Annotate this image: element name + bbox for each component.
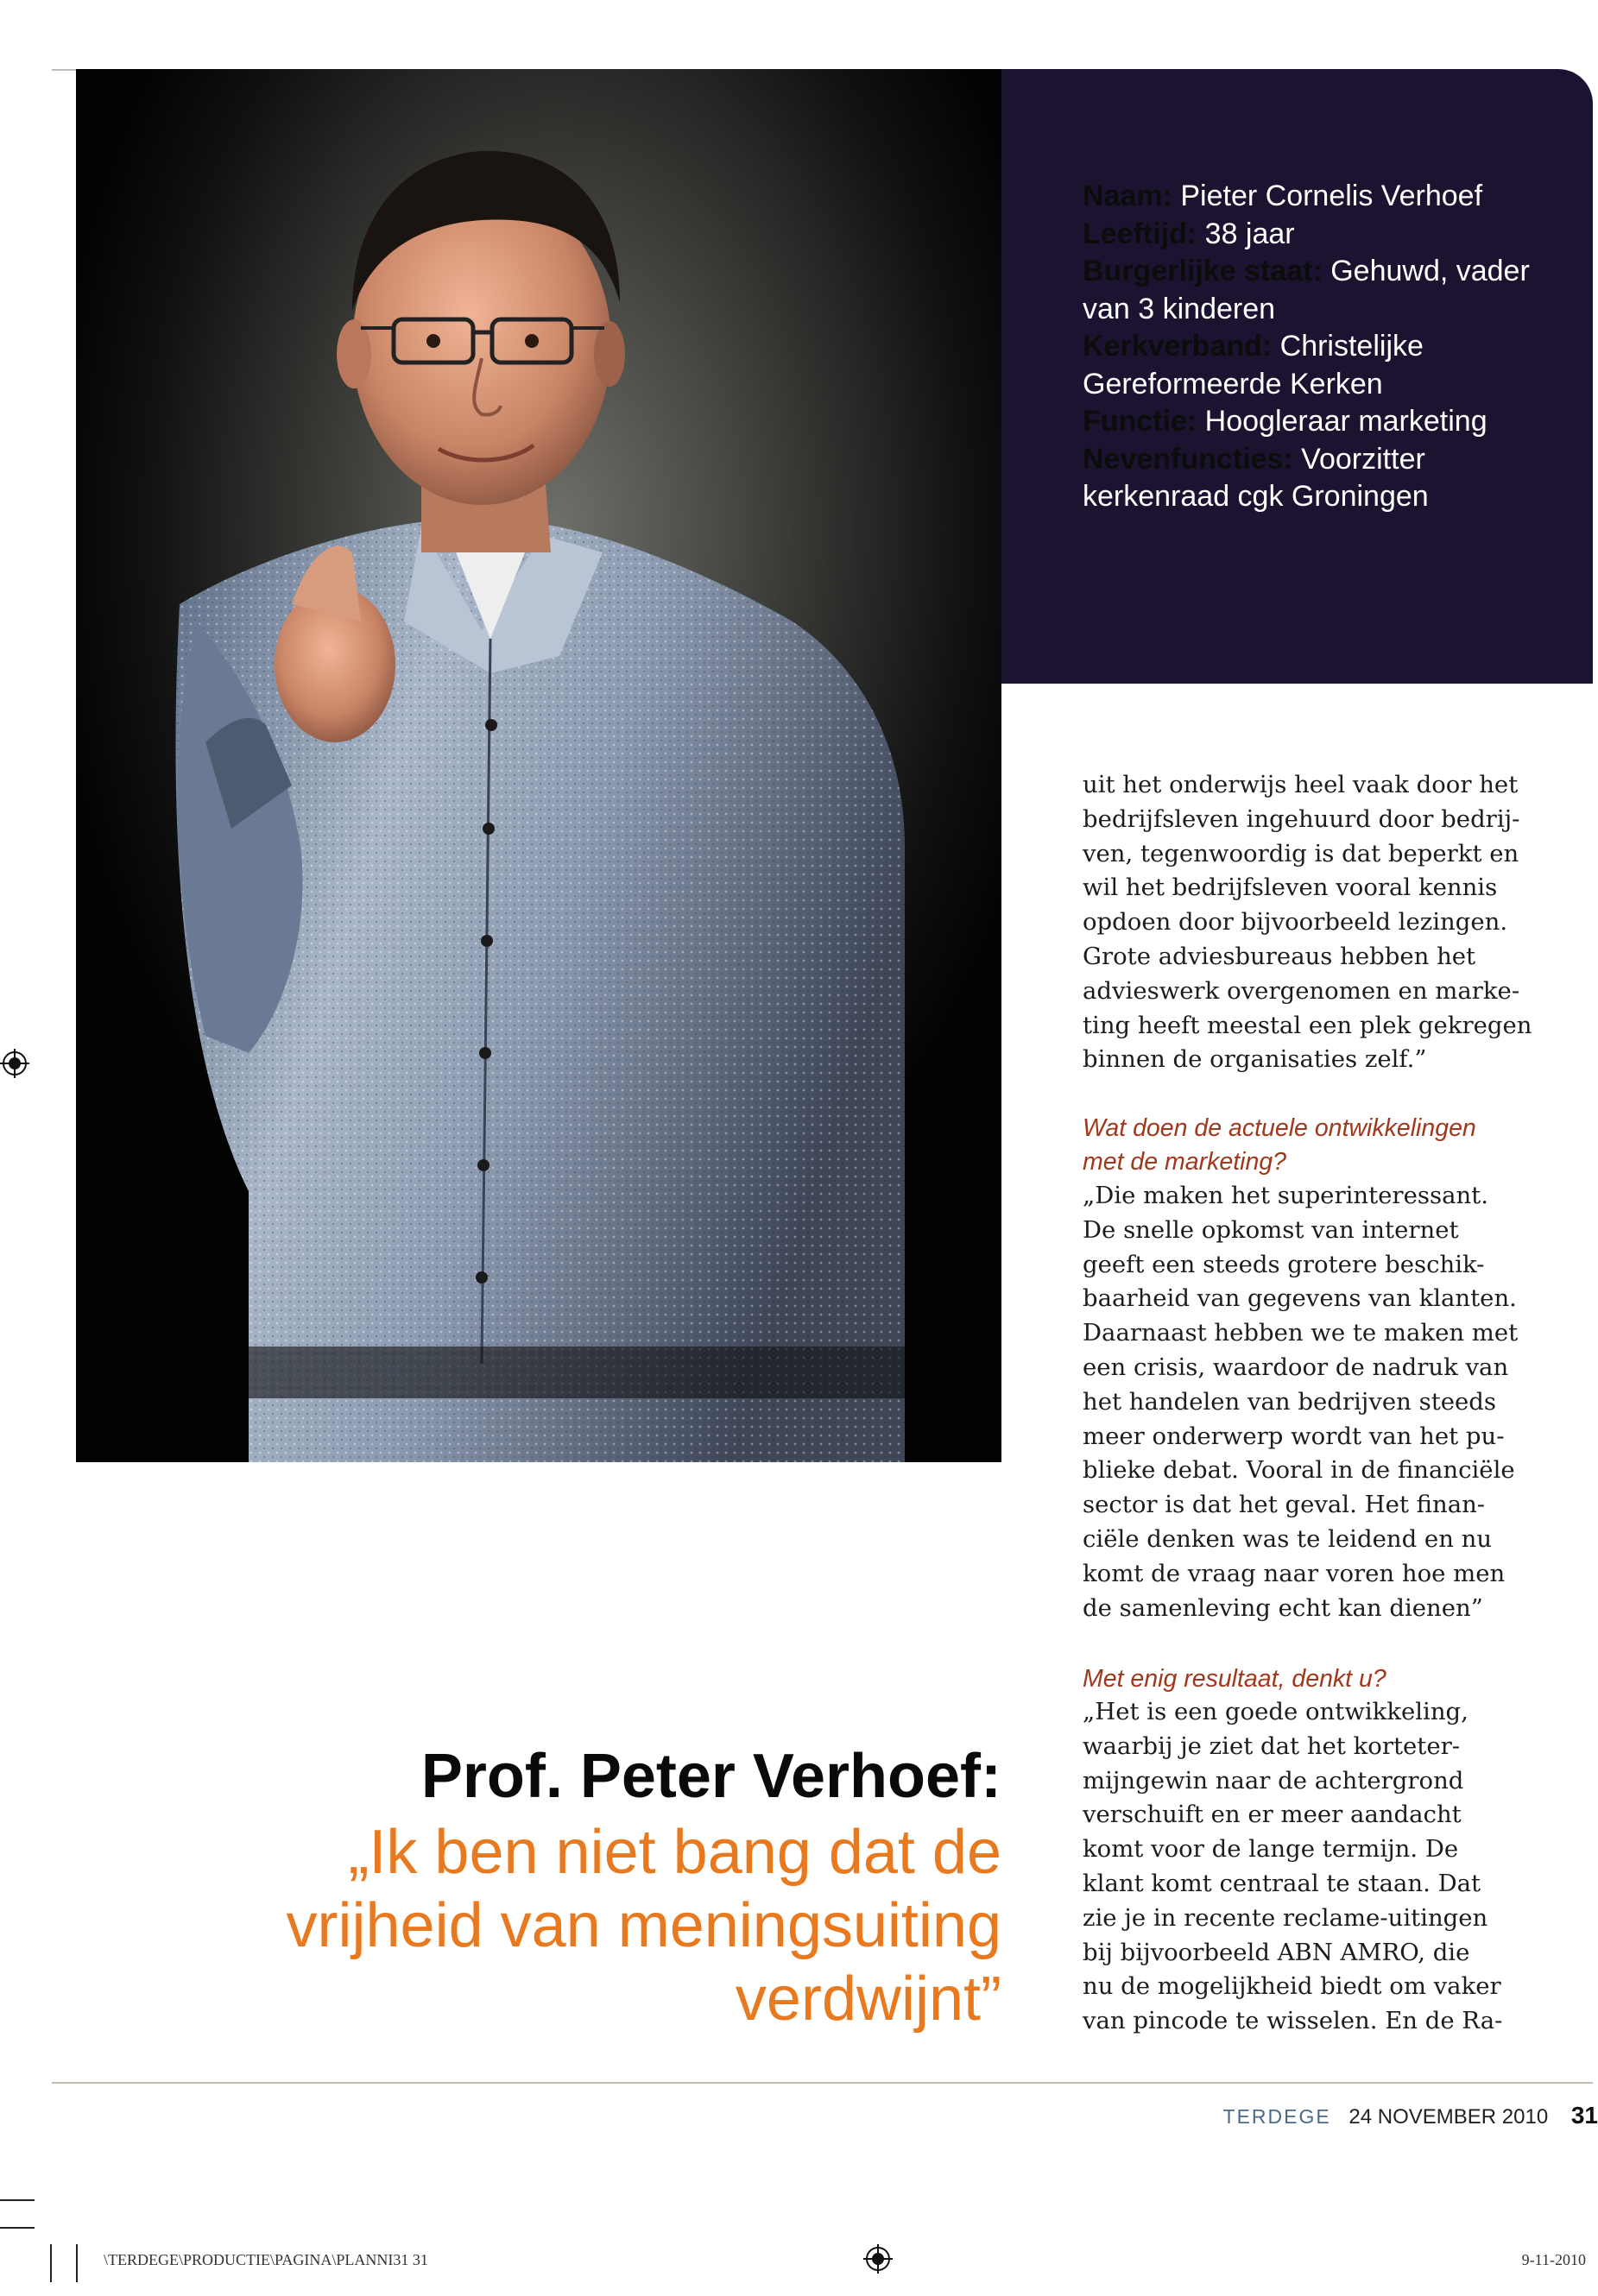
info-label-function: Functie: [1083, 405, 1197, 438]
text-line: komt voor de lange termijn. De [1083, 1835, 1459, 1864]
magazine-brand: TERDEGE [1222, 2105, 1331, 2128]
interview-question-2 [1083, 1662, 1549, 1696]
info-label-civil-status: Burgerlijke staat: [1083, 255, 1323, 287]
text-line: bedrijfsleven ingehuurd door bedrij- [1083, 804, 1520, 833]
slug-date: 9-11-2010 [1521, 2251, 1586, 2268]
interview-question-1 [1083, 1112, 1549, 1179]
portrait-photo [76, 69, 1001, 1462]
info-value-function: Hoogleraar marketing [1197, 405, 1487, 438]
page-footer [1222, 2102, 1598, 2130]
slug-path: \TERDEGE\PRODUCTIE\PAGINA\PLANNI31 31 [104, 2251, 428, 2268]
info-value-age: 38 jaar [1197, 217, 1295, 250]
registration-mark-icon [863, 2244, 893, 2274]
text-line: verschuift en er meer aandacht [1083, 1801, 1462, 1829]
bottom-rule [52, 2082, 1593, 2084]
question-line: Wat doen de actuele ontwikkelingen [1083, 1114, 1476, 1142]
text-line: De snelle opkomst van internet [1083, 1215, 1459, 1244]
profile-info-text [1083, 178, 1575, 516]
quote-line: „Ik ben niet bang dat de [348, 1818, 1001, 1887]
issue-date: 24 NOVEMBER 2010 [1349, 2105, 1549, 2129]
text-line: meer onderwerp wordt van het pu- [1083, 1422, 1505, 1450]
registration-mark-icon [0, 1049, 29, 1078]
text-line: Daarnaast hebben we te maken met [1083, 1319, 1519, 1347]
text-line: sector is dat het geval. Het finan- [1083, 1491, 1486, 1519]
text-line: een crisis, waardoor de nadruk van [1083, 1353, 1509, 1381]
info-label-name: Naam: [1083, 180, 1172, 212]
info-value-name: Pieter Cornelis Verhoef [1172, 180, 1483, 212]
article-paragraph-1 [1083, 768, 1532, 1077]
info-value-civil-status: Gehuwd, vader van 3 kinderen [1083, 255, 1530, 325]
article-headline: Prof. Peter Verhoef: [420, 1742, 1001, 1811]
page-number: 31 [1570, 2102, 1598, 2129]
text-line: van pincode te wisselen. En de Ra- [1083, 2007, 1503, 2035]
text-line: ven, tegenwoordig is dat beperkt en [1083, 839, 1519, 867]
text-line: „Het is een goede ontwikkeling, [1083, 1698, 1469, 1725]
text-line: wil het bedrijfsleven vooral kennis [1083, 874, 1498, 902]
text-line: het handelen van bedrijven steeds [1083, 1387, 1497, 1416]
question-line: Met enig resultaat, denkt u? [1083, 1665, 1386, 1693]
crop-mark [76, 2244, 78, 2282]
text-line: klant komt centraal te staan. Dat [1083, 1869, 1481, 1897]
info-label-church: Kerkverband: [1083, 330, 1273, 363]
text-line: ciële denken was te leidend en nu [1083, 1524, 1493, 1553]
text-line: geeft een steeds grotere beschik- [1083, 1250, 1485, 1278]
article-paragraph-2 [1083, 1179, 1519, 1625]
article-pull-quote [287, 1816, 1001, 2036]
text-line: waarbij je ziet dat het korteter- [1083, 1731, 1461, 1760]
article-paragraph-3 [1083, 1695, 1514, 2039]
text-line: de samenleving echt kan dienen” [1083, 1593, 1483, 1622]
crop-mark [0, 2227, 35, 2229]
text-line: bij bijvoorbeeld ABN AMRO, die [1083, 1938, 1470, 1966]
quote-line: vrijheid van meningsuiting [286, 1891, 1001, 1960]
text-line: blieke debat. Vooral in de financiële [1083, 1456, 1515, 1485]
quote-line: verdwijnt” [735, 1965, 1001, 2034]
text-line: ting heeft meestal een plek gekregen [1083, 1011, 1532, 1039]
text-line: Grote adviesbureaus hebben het [1083, 942, 1476, 970]
crop-mark [50, 2244, 52, 2282]
text-line: mijngewin naar de achtergrond [1083, 1766, 1464, 1795]
text-line: uit het onderwijs heel vaak door het [1083, 771, 1519, 798]
crop-mark [0, 2199, 35, 2201]
text-line: advieswerk overgenomen en marke- [1083, 976, 1520, 1005]
text-line: zie je in recente reclame-uitingen [1083, 1903, 1488, 1932]
text-line: nu de mogelijkheid biedt om vaker [1083, 1972, 1501, 2001]
question-line: met de marketing? [1083, 1148, 1287, 1176]
info-value-church: Christelijke Gereformeerde Kerken [1083, 330, 1424, 401]
text-line: opdoen door bijvoorbeeld lezingen. [1083, 908, 1508, 937]
text-line: binnen de organisaties zelf.” [1083, 1045, 1427, 1074]
text-line: komt de vraag naar voren hoe men [1083, 1559, 1506, 1587]
info-label-age: Leeftijd: [1083, 217, 1197, 250]
text-line: „Die maken het superinteressant. [1083, 1182, 1488, 1209]
info-value-side-functions: Voorzitter kerkenraad cgk Groningen [1083, 442, 1429, 513]
info-label-side-functions: Nevenfuncties: [1083, 442, 1293, 476]
text-line: baarheid van gegevens van klanten. [1083, 1284, 1517, 1313]
